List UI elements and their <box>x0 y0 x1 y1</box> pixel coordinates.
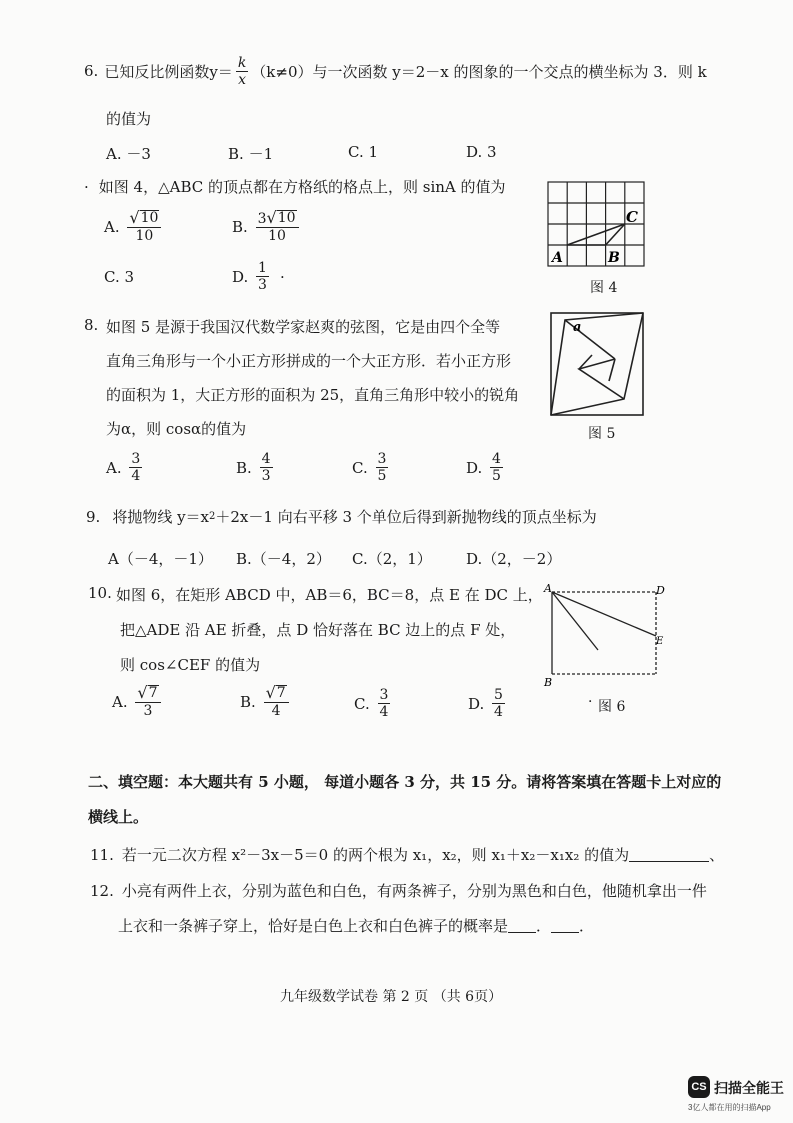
q9-option-b: B. （－4，2） <box>236 549 331 568</box>
fig4-label-c: C <box>626 208 638 226</box>
q12-line2: 上衣和一条裤子穿上，恰好是白色上衣和白色裤子的概率是 ． ． <box>118 917 595 935</box>
q10-line3: 则 cos∠CEF 的值为 <box>120 656 261 674</box>
q6-option-b: B. －1 <box>228 144 274 163</box>
q7-line1: · 如图 4，△ABC 的顶点都在方格纸的格点上，则 sinA 的值为 <box>84 177 506 196</box>
q7-number: · <box>84 177 89 196</box>
q7-option-b: B. 3 √ 10 10 <box>232 210 302 244</box>
q6-line2: 的值为 <box>106 110 152 128</box>
section2-heading-line2: 横线上。 <box>88 808 149 826</box>
q11-number: 11. <box>90 845 114 864</box>
q7-option-d: D. $\frac{1}{3}$ · <box>232 260 285 293</box>
q10-option-b: B. √ 7 4 <box>240 685 292 719</box>
q8-option-a: A. $\frac{3}{4}$ <box>106 451 141 484</box>
figure-4-caption: 图 4 <box>590 280 618 296</box>
q10-line1: 如图 6，在矩形 ABCD 中，AB＝6，BC＝8，点 E 在 DC 上， <box>116 586 543 604</box>
fig6-label-b: B <box>544 676 553 689</box>
q9-option-d: D. （2，－2） <box>466 549 562 568</box>
q6-line1: 6. 已知反比例函数 y＝ $\frac{k}{x}$ （k≠0）与一次函数 y＝2－x 的图象的一个交点的横坐标为 3．则 k <box>84 54 707 88</box>
q6-option-a: A. －3 <box>106 144 151 163</box>
page-footer: 九年级数学试卷 第 2 页 （共 6页） <box>280 989 503 1005</box>
q6-number: 6. <box>84 62 99 80</box>
figure-6-rectangle <box>540 580 670 690</box>
watermark-subtitle: 3亿人都在用的扫描App <box>688 1103 771 1112</box>
q6-option-d: D. 3 <box>466 143 497 161</box>
q9-option-a: A （－4，－1） <box>108 549 213 568</box>
fig4-label-a: A <box>552 250 563 266</box>
q10-option-d: D. $\frac{5}{4}$ <box>468 687 503 720</box>
q12-answer-blank-2[interactable] <box>551 918 579 933</box>
q8-line2: 直角三角形与一个小正方形拼成的一个大正方形．若小正方形 <box>106 352 512 370</box>
watermark-title: 扫描全能王 <box>714 1080 784 1096</box>
q7-option-c: C. 3 <box>104 268 135 286</box>
q12-line1: 12. 小亮有两件上衣，分别为蓝色和白色，有两条裤子，分别为黑色和白色，他随机拿出一件 <box>90 881 707 900</box>
q8-option-c: C. $\frac{3}{5}$ <box>352 451 387 484</box>
q10-number: 10. <box>88 584 112 602</box>
q8-line1: 如图 5 是源于我国汉代数学家赵爽的弦图，它是由四个全等 <box>106 318 501 336</box>
q8-number: 8. <box>84 316 99 334</box>
q10-option-c: C. $\frac{3}{4}$ <box>354 687 389 720</box>
figure-5-caption: 图 5 <box>588 426 616 442</box>
fig4-label-b: B <box>608 250 620 266</box>
q11-line: 11. 若一元二次方程 x²－3x－5＝0 的两个根为 x₁，x₂，则 x₁＋x₂－x₁x₂ 的值为 、 <box>90 845 725 864</box>
q10-option-a: A. √ 7 3 <box>112 685 164 719</box>
q9-number: 9. <box>86 507 101 526</box>
q8-option-b: B. $\frac{4}{3}$ <box>236 451 271 484</box>
q10-line2: 把△ADE 沿 AE 折叠，点 D 恰好落在 BC 边上的点 F 处， <box>120 621 516 639</box>
figure-4-grid <box>546 180 650 272</box>
fig6-label-d: D <box>656 584 665 597</box>
fig6-label-a: A <box>544 582 552 595</box>
q8-option-d: D. $\frac{4}{5}$ <box>466 451 501 484</box>
q12-number: 12. <box>90 881 114 900</box>
q8-line4: 为α，则 cosα的值为 <box>106 420 247 438</box>
camscanner-logo-icon: CS <box>688 1076 710 1098</box>
q9-line1: 9. 将抛物线 y＝x 2 ＋2x－1 向右平移 3 个单位后得到新抛物线的顶点坐标为 <box>86 507 597 526</box>
q12-answer-blank[interactable] <box>508 918 536 933</box>
figure-6-mark: · <box>588 694 593 710</box>
q7-option-a: A. √ 10 10 <box>104 210 164 244</box>
q8-line3: 的面积为 1，大正方形的面积为 25，直角三角形中较小的锐角 <box>106 386 520 404</box>
section2-heading: 二、填空题：本大题共有 5 小题， 每道小题各 3 分，共 15 分。请将答案填在答题卡上对应的 <box>88 773 722 791</box>
figure-5-zhao-shuang-diagram <box>549 311 645 417</box>
q11-answer-blank[interactable] <box>629 847 709 862</box>
q9-option-c: C. （2，1） <box>352 549 432 568</box>
q6-option-c: C. 1 <box>348 143 379 161</box>
figure-6-caption: 图 6 <box>598 699 626 715</box>
fig5-label-alpha: a <box>573 320 582 335</box>
fig6-label-e: E <box>656 636 664 647</box>
q6-fraction: $\frac{k}{x}$ <box>237 54 247 88</box>
